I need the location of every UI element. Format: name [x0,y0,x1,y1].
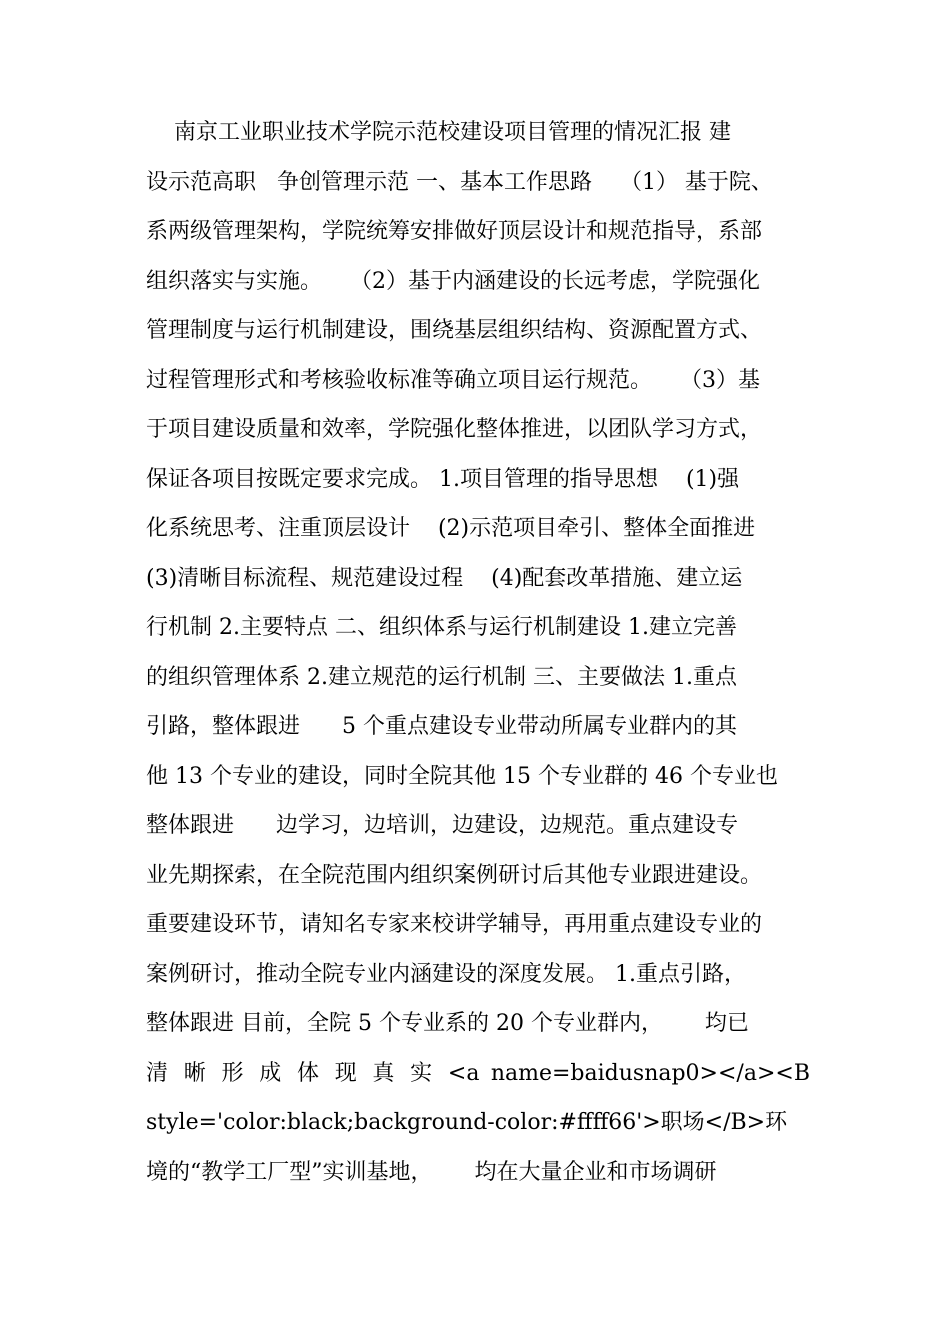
text-line: 境的“教学工厂型”实训基地， 均在大量企业和市场调研 [146,1159,717,1185]
text-line: 引路，整体跟进 5 个重点建设专业带动所属专业群内的其 [146,714,737,739]
text-line: 于项目建设质量和效率，学院强化整体推进，以团队学习方式， [146,417,763,442]
text-line: 化系统思考、注重顶层设计 (2)示范项目牵引、整体全面推进 [146,516,756,541]
body-text [146,108,810,1197]
text-line: 整体跟进 边学习，边培训，边建设，边规范。重点建设专 [146,813,738,838]
text-line: 重要建设环节，请知名专家来校讲学辅导，再用重点建设专业的 [146,912,763,937]
text-line: 保证各项目按既定要求完成。 1.项目管理的指导思想 (1)强 [146,466,740,492]
text-line: style='color:black;background-color:#ffff66'>职场</B>环 [146,1110,788,1135]
text-line: 业先期探索，在全院范围内组织案例研讨后其他专业跟进建设。 [146,862,763,888]
text-line: 管理制度与运行机制建设，围绕基层组织结构、资源配置方式、 [146,318,763,343]
text-line: (3)清晰目标流程、规范建设过程 (4)配套改革措施、建立运 [146,565,743,591]
text-line: 设示范高职 争创管理示范 一、基本工作思路 （1） 基于院、 [146,169,773,195]
text-line: 案例研讨，推动全院专业内涵建设的深度发展。 1.重点引路， [146,961,746,987]
text-line: 组织落实与实施。 （2）基于内涵建设的长远考虑，学院强化 [146,268,760,294]
text-line: 过程管理形式和考核验收标准等确立项目运行规范。 （3）基 [146,367,760,393]
text-line: 南京工业职业技术学院示范校建设项目管理的情况汇报 建 [146,120,731,145]
text-line: 的组织管理体系 2.建立规范的运行机制 三、主要做法 1.重点 [146,664,737,690]
text-line: 整体跟进 目前，全院 5 个专业系的 20 个专业群内， 均已 [146,1011,749,1036]
text-line: 系两级管理架构，学院统筹安排做好顶层设计和规范指导，系部 [146,219,763,244]
text-line: 清 晰 形 成 体 现 真 实 <a name=baidusnap0></a><B [146,1060,810,1086]
text-line: 行机制 2.主要特点 二、组织体系与运行机制建设 1.建立完善 [146,615,737,640]
text-line: 他 13 个专业的建设，同时全院其他 15 个专业群的 46 个专业也 [146,763,778,789]
